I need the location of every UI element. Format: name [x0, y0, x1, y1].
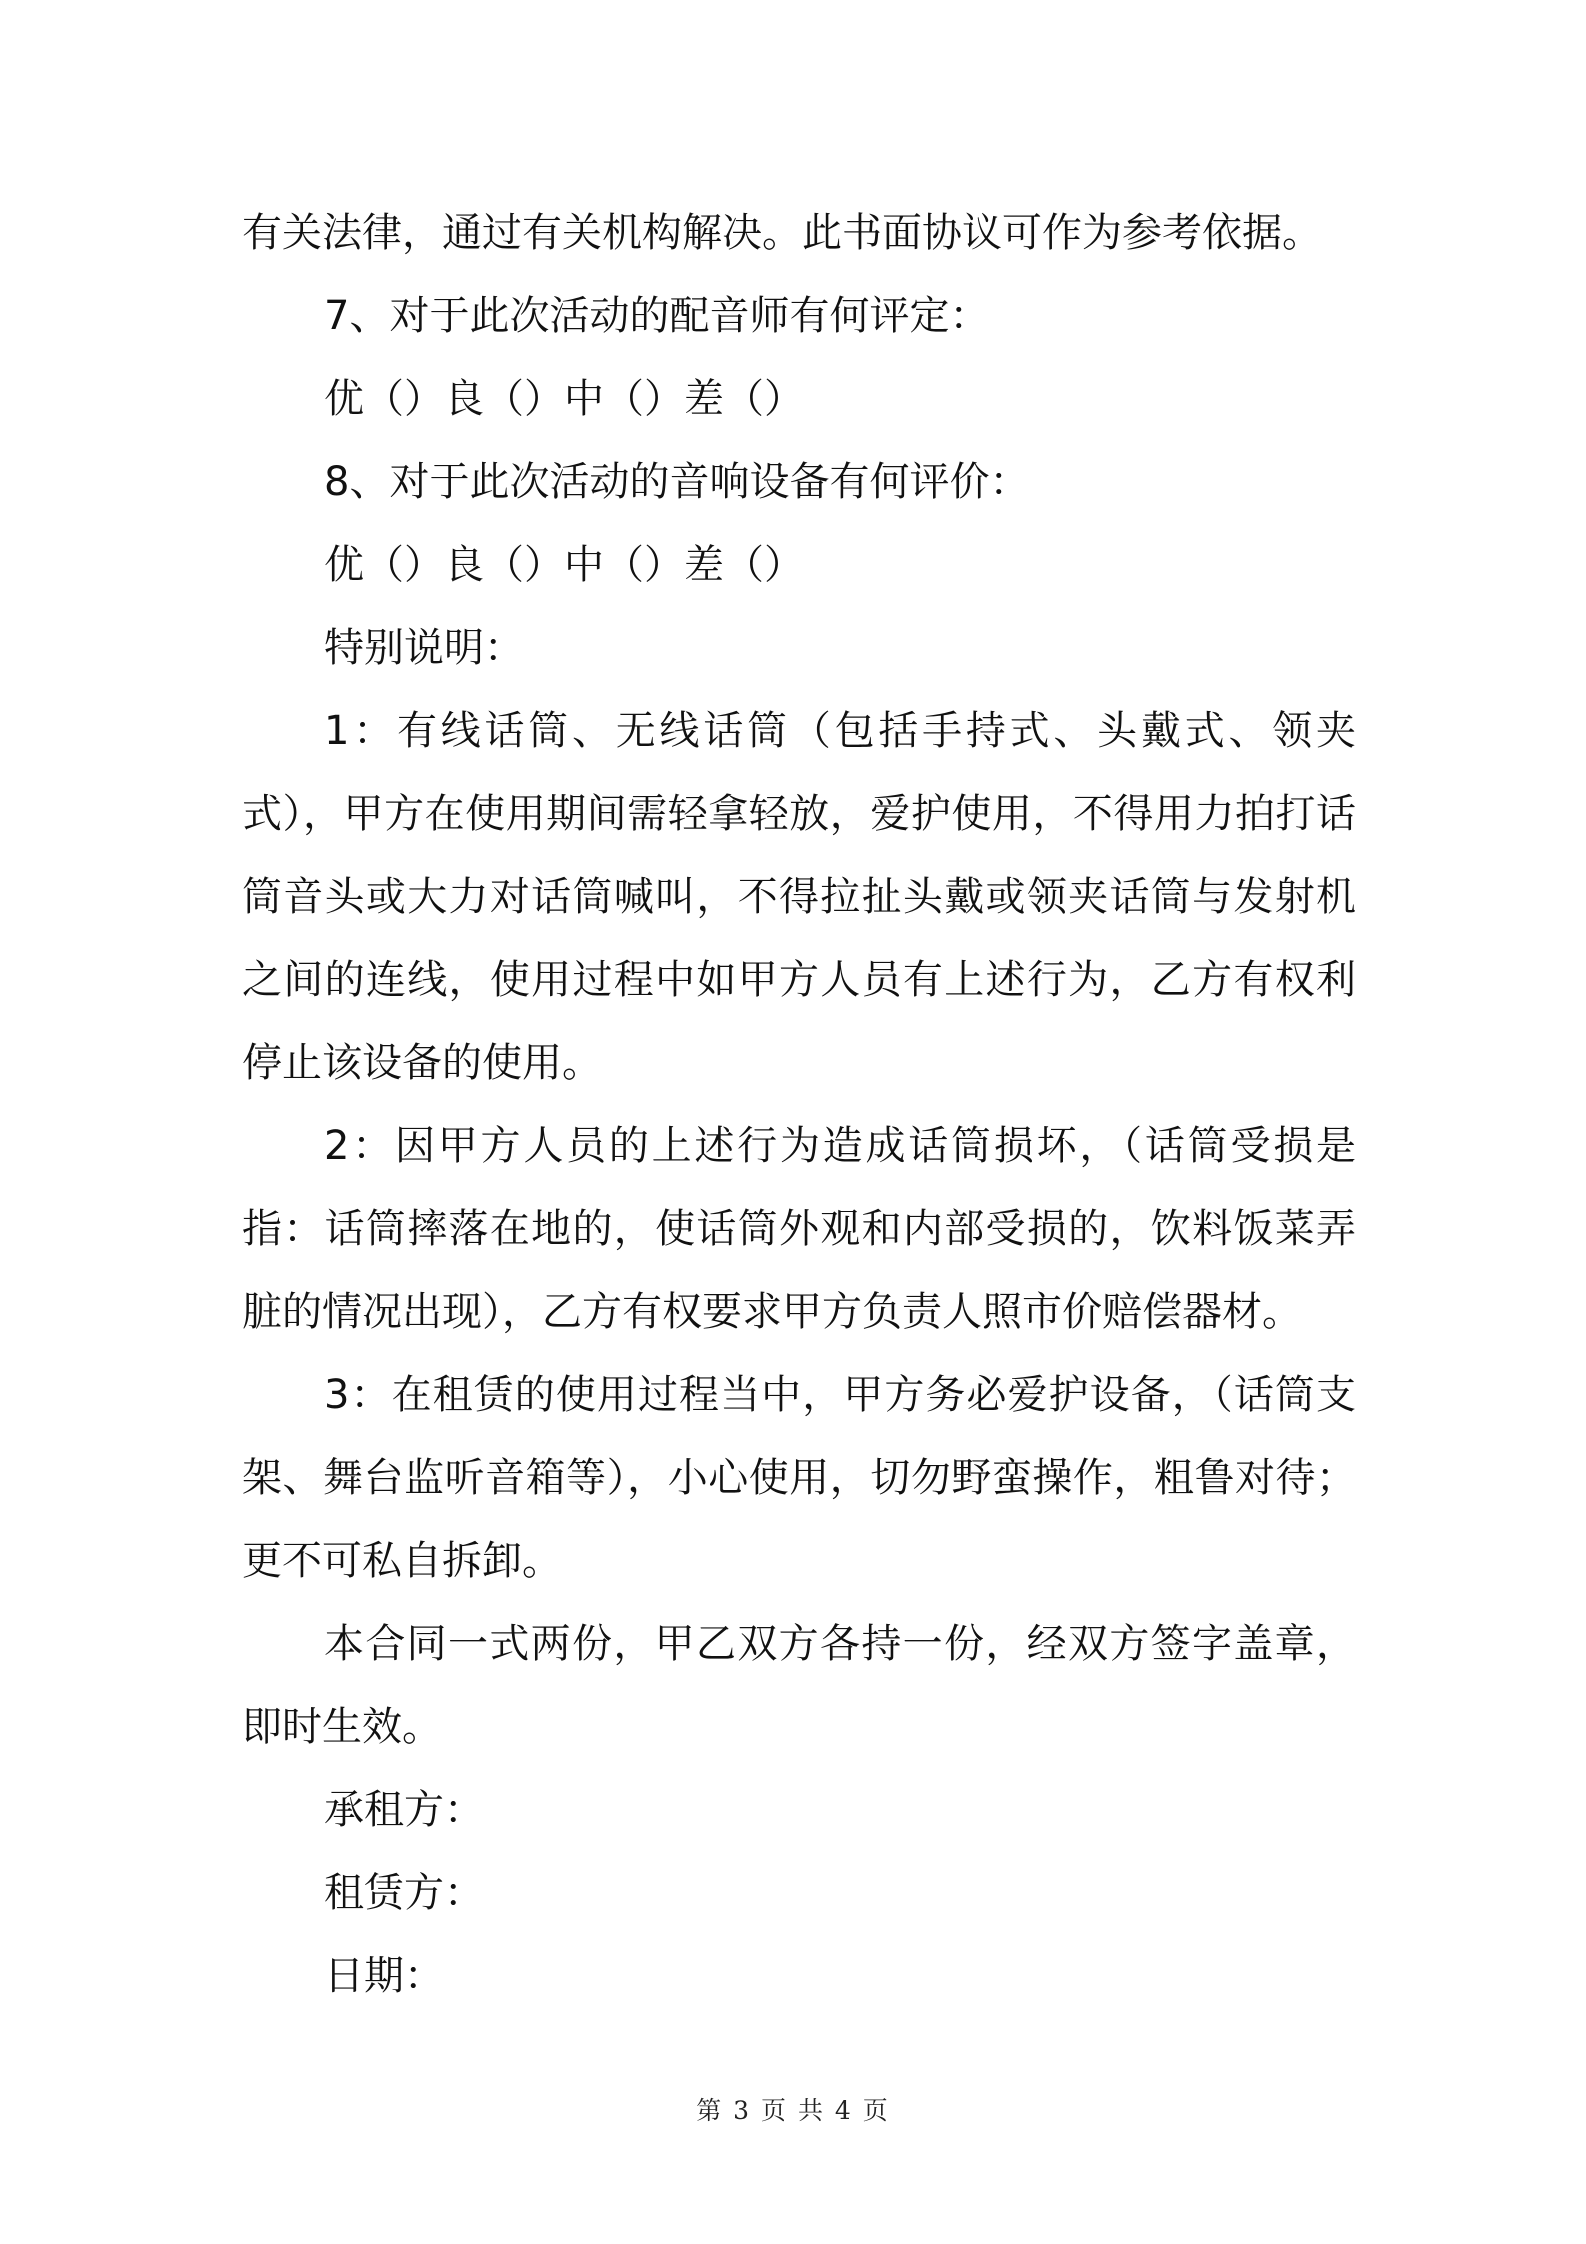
rating-options-8: 优（）良（）中（）差（）: [324, 542, 804, 588]
lessee-signature-line: 承租方：: [324, 1787, 484, 1833]
question-7: 7、对于此次活动的配音师有何评定：: [324, 293, 990, 339]
question-8: 8、对于此次活动的音响设备有何评价：: [324, 459, 1030, 505]
rating-options-7: 优（）良（）中（）差（）: [324, 376, 804, 422]
special-notes-heading: 特别说明：: [324, 625, 524, 671]
paragraph-continuation: 有关法律，通过有关机构解决。此书面协议可作为参考依据。: [242, 210, 1322, 256]
contract-validity-clause: 本合同一式两份，甲乙双方各持一份，经双方签字盖章，即时生效。: [242, 1621, 1356, 1750]
page-number-footer: 第 3 页 共 4 页: [696, 2096, 890, 2125]
special-note-2: 2：因甲方人员的上述行为造成话筒损坏，（话筒受损是指：话筒摔落在地的，使话筒外观和内部受损的，饮料饭菜弄脏的情况出现），乙方有权要求甲方负责人照市价赔偿器材。: [242, 1123, 1356, 1335]
date-line: 日期：: [324, 1953, 444, 1999]
special-note-3: 3：在租赁的使用过程当中，甲方务必爱护设备，（话筒支架、舞台监听音箱等），小心使用，切勿野蛮操作，粗鲁对待；更不可私自拆卸。: [242, 1372, 1356, 1584]
document-body: [242, 192, 1356, 2018]
special-note-1: 1：有线话筒、无线话筒（包括手持式、头戴式、领夹式），甲方在使用期间需轻拿轻放，爱护使用，不得用力拍打话筒音头或大力对话筒喊叫，不得拉扯头戴或领夹话筒与发射机之间的连线，使用过程中如甲方人员有上述行为，乙方有权利停止该设备的使用。: [242, 708, 1356, 1086]
lessor-signature-line: 租赁方：: [324, 1870, 484, 1916]
